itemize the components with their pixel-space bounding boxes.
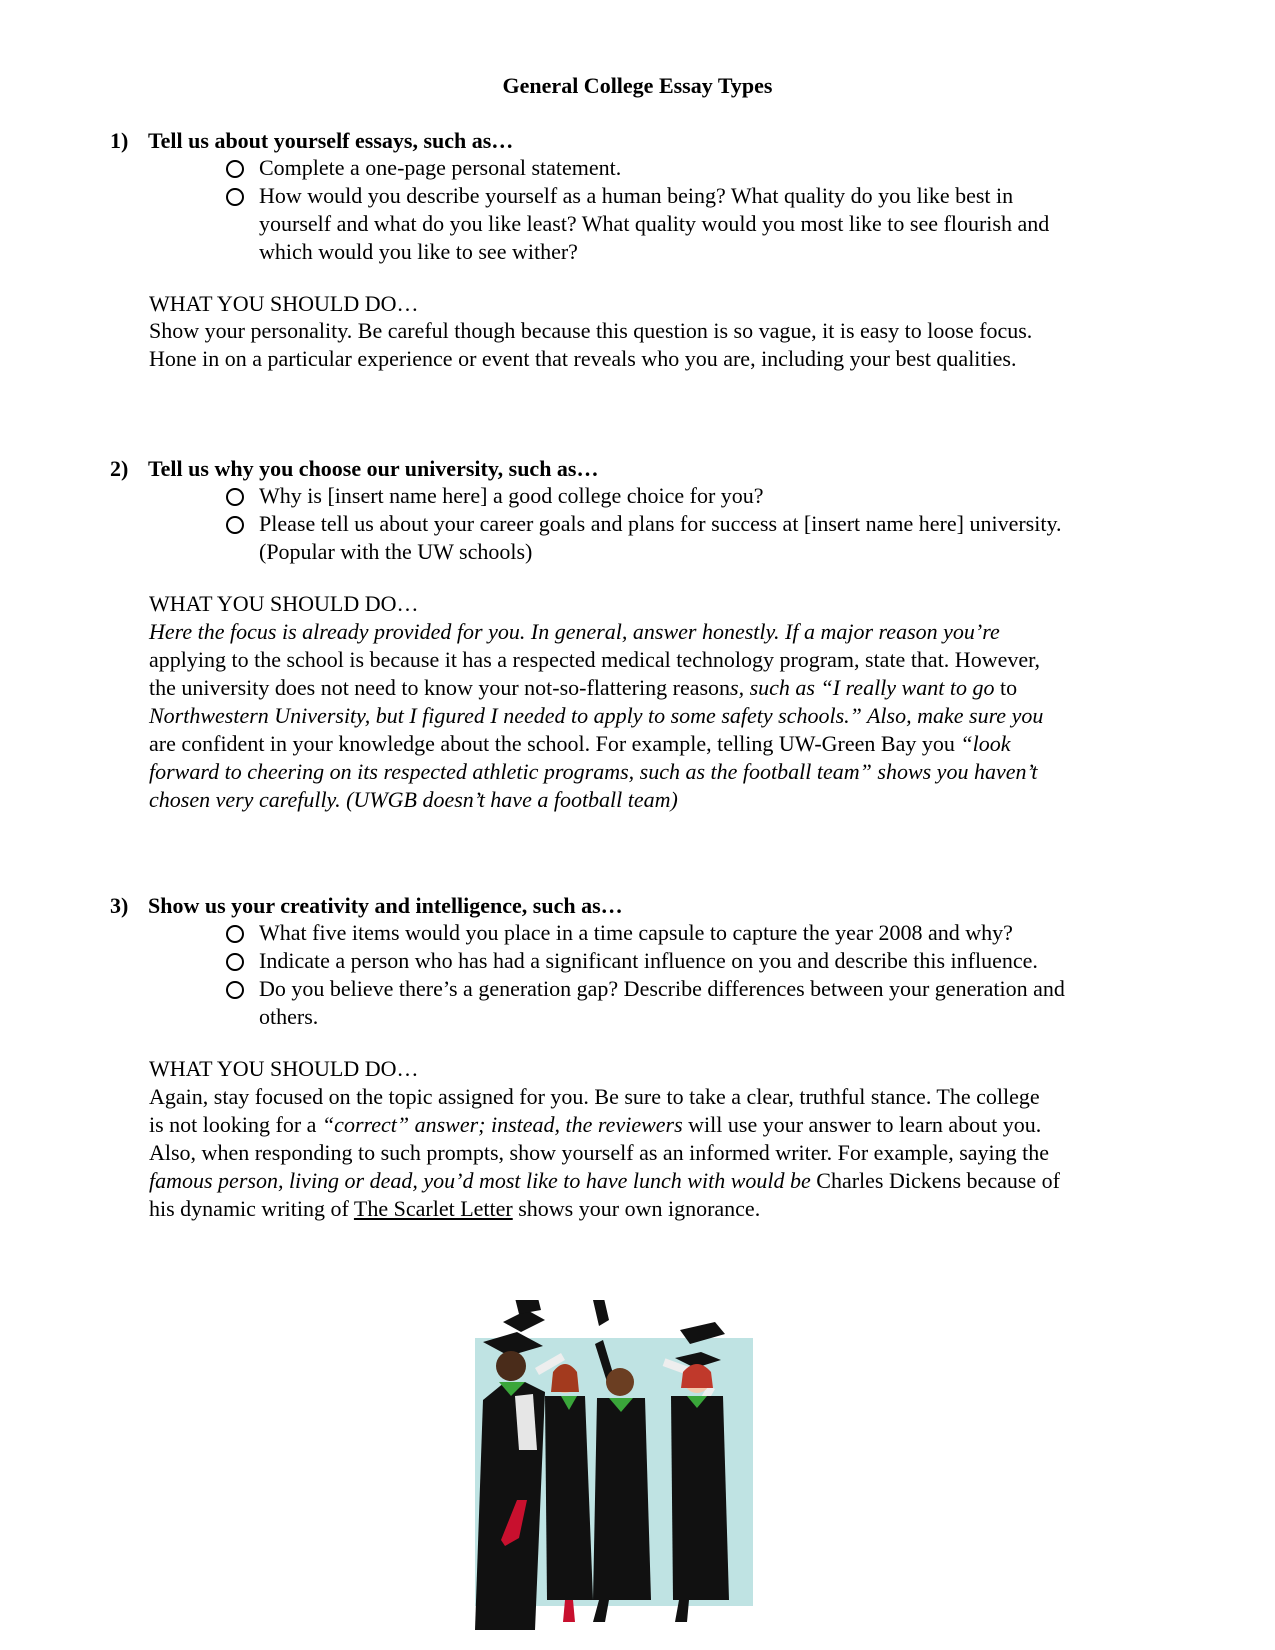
circle-bullet-icon	[226, 953, 244, 971]
circle-bullet-icon	[226, 188, 244, 206]
list-item: Please tell us about your career goals and plans for success at [insert name here] university. (Popular with the UW schools)	[226, 510, 1166, 566]
graduates-celebrating-clipart	[475, 1300, 775, 1630]
section-2-prompts	[226, 482, 1166, 566]
circle-bullet-icon	[226, 488, 244, 506]
circle-bullet-icon	[226, 516, 244, 534]
section-number: 1)	[110, 128, 129, 153]
list-item: Do you believe there’s a generation gap? Describe differences between your generation and others.	[226, 975, 1166, 1031]
list-item: How would you describe yourself as a human being? What quality do you like best in yourself and what do you like least? What quality would you most like to see flourish and which would you like to see wither?	[226, 182, 1166, 266]
list-item: Why is [insert name here] a good college choice for you?	[226, 482, 1166, 510]
section-1-advice: Show your personality. Be careful though because this question is so vague, it is easy to loose focus. Hone in on a particular experience or event that reveals who you are, including your best qualities.	[149, 318, 1033, 371]
thrown-cap-icon	[503, 1300, 725, 1344]
circle-bullet-icon	[226, 925, 244, 943]
list-item: Indicate a person who has had a significant influence on you and describe this influence.	[226, 947, 1166, 975]
section-2-heading	[110, 455, 598, 483]
section-heading-text: Tell us about yourself essays, such as…	[148, 128, 514, 153]
list-item: What five items would you place in a time capsule to capture the year 2008 and why?	[226, 919, 1166, 947]
section-3-heading	[110, 892, 623, 920]
section-heading-text: Show us your creativity and intelligence, such as…	[148, 893, 623, 918]
section-number: 3)	[110, 893, 129, 918]
page-title: General College Essay Types	[502, 73, 773, 98]
list-item: Complete a one-page personal statement.	[226, 154, 1166, 182]
section-3-prompts	[226, 919, 1166, 1031]
what-you-should-do-label: WHAT YOU SHOULD DO…	[149, 291, 419, 316]
circle-bullet-icon	[226, 160, 244, 178]
section-2-advice: Here the focus is already provided for you. In general, answer honestly. If a major reason you’re applying to the school is because it has a respected medical technology program, state that. However, the university does not need to know your not-so-flattering reasons, such as “I really want to go to Northwestern University, but I figured I needed to apply to some safety schools.” Also, make sure you are confident in your knowledge about the school. For example, telling UW-Green Bay you “look forward to cheering on its respected athletic programs, such as the football team” shows you haven’t chosen very carefully. (UWGB doesn’t have a football team)	[149, 619, 1044, 812]
section-number: 2)	[110, 456, 129, 481]
section-heading-text: Tell us why you choose our university, such as…	[148, 456, 599, 481]
circle-bullet-icon	[226, 981, 244, 999]
section-1-heading	[110, 127, 513, 155]
section-1-prompts	[226, 154, 1166, 266]
what-you-should-do-label: WHAT YOU SHOULD DO…	[149, 1056, 419, 1081]
section-3-advice: Again, stay focused on the topic assigned for you. Be sure to take a clear, truthful stance. The college is not looking for a “correct” answer; instead, the reviewers will use your answer to learn about you. Also, when responding to such prompts, show yourself as an informed writer. For example, saying the famous person, living or dead, you’d most like to have lunch with would be Charles Dickens because of his dynamic writing of The Scarlet Letter shows your own ignorance.	[149, 1084, 1061, 1221]
what-you-should-do-label: WHAT YOU SHOULD DO…	[149, 591, 419, 616]
book-title: The Scarlet Letter	[353, 1196, 513, 1221]
